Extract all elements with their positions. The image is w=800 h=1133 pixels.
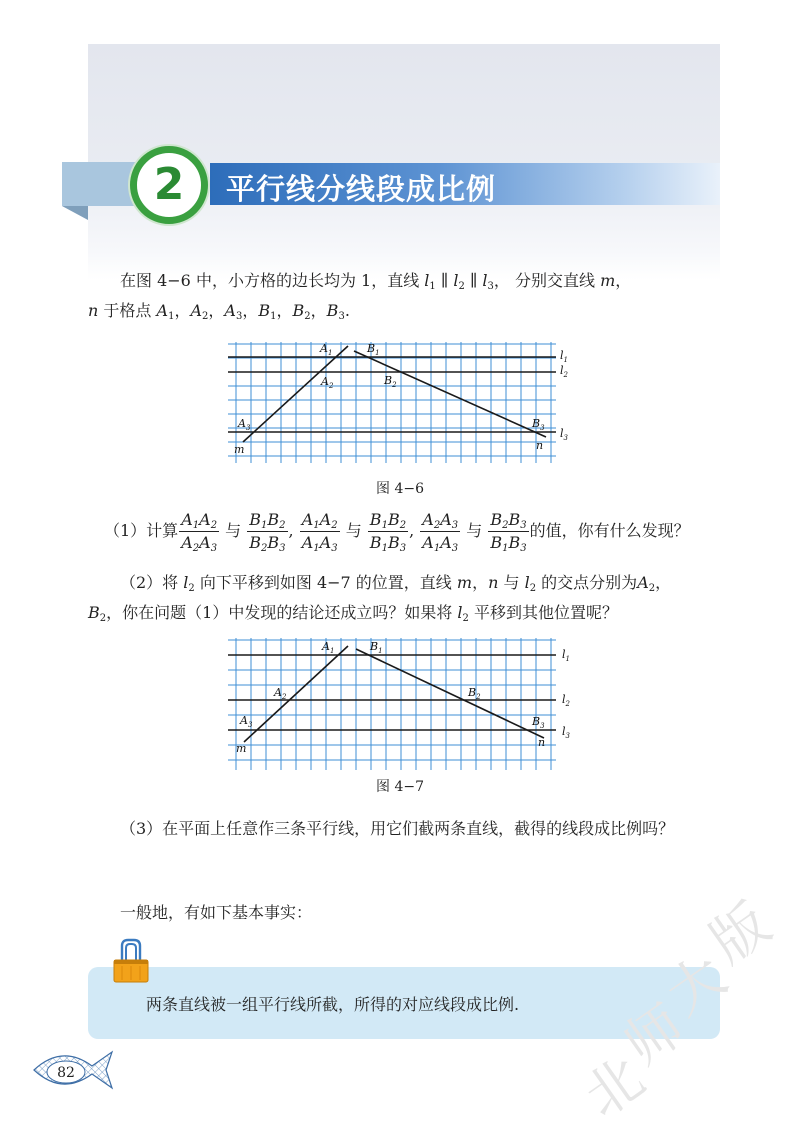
question-1: （1）计算 $\frac{A_1A_2}{A_2A_3}$ 与 $\frac{B_1B_2}{B_2B_3}$ , $\frac{A_1A_2}{A_1A_3}$ 与 $\frac{B_1B_2}{B_1B_3}$ , $\frac{A_2A_3}{A_1A_3}$ 与 $\frac{B_2B_3}{B_1B_3}$ 的值，你有什么发现？ [104,510,690,554]
label-l1: $l_1$ [560,349,568,364]
fraction: $\frac{A_1A_2}{A_2A_3}$ [181,510,218,554]
question-3: （3）在平面上任意作三条平行线，用它们截两条直线，截得的线段成比例吗？ [120,819,675,838]
figure-4-6 [226,336,586,470]
binder-clip-icon [110,938,152,988]
label-b2: $B_2$ [384,374,397,389]
label-n: n [538,736,546,749]
label-l2: $l_2$ [562,693,570,708]
figure-4-7 [226,634,586,778]
fraction: $\frac{B_1B_2}{B_1B_3}$ [369,510,407,554]
label-b3: $B_3$ [532,715,545,730]
label-b1: $B_1$ [370,640,383,655]
figure-4-7-diagram [226,634,586,774]
label-a3: $A_3$ [238,417,251,432]
label-a1: $A_1$ [320,342,333,357]
intro-paragraph: 在图 4−6 中，小方格的边长均为 1，直线 $l_1$ ∥ $l_2$ ∥ $l_3$， 分别交直线 m， n 于格点 $A_1$，$A_2$，$A_3$，$B_1$，$B_2$，$B_3$. [88,271,632,322]
label-l1: $l_1$ [562,648,570,663]
label-l3: $l_3$ [560,427,568,442]
grid [228,638,556,770]
fish-page-number-icon [28,1040,118,1094]
label-a2: $A_2$ [274,686,287,701]
section-number-badge [130,146,208,224]
label-b1: $B_1$ [367,342,380,357]
label-l2: $l_2$ [560,364,568,379]
fraction: $\frac{B_1B_2}{B_2B_3}$ [249,510,286,554]
label-m: m [236,742,247,755]
publisher-watermark: 版 大 师 北 [573,891,783,1131]
fraction: $\frac{A_2A_3}{A_1A_3}$ [422,510,459,554]
question-2: （2）将 $l_2$ 向下平移到如图 4−7 的位置，直线 m，n 与 $l_2$ 的交点分别为$A_2$， $B_2$，你在问题（1）中发现的结论还成立吗？如果将 $l_2$ 平移到其他位置呢？ [88,573,672,624]
label-b2: $B_2$ [468,686,481,701]
section-number: 2 [153,159,185,210]
page-number: 82 [57,1065,75,1081]
label-b3: $B_3$ [532,417,545,432]
figure-4-6-diagram [226,336,586,466]
label-a2: $A_2$ [321,375,334,390]
label-n: n [536,439,544,452]
fraction: $\frac{B_2B_3}{B_1B_3}$ [490,510,527,554]
section-title: 平行线分线段成比例 [226,172,497,206]
banner-fold [62,206,88,220]
grid [228,342,556,463]
figure-4-7-caption: 图 4−7 [376,779,424,795]
fraction: $\frac{A_1A_2}{A_1A_3}$ [301,510,338,554]
general-statement: 一般地，有如下基本事实： [120,903,313,922]
transversals [244,646,544,742]
label-m: m [234,443,245,456]
figure-4-6-caption: 图 4−6 [376,481,424,497]
page-number-badge [28,1040,118,1098]
label-a3: $A_3$ [240,714,253,729]
label-l3: $l_3$ [562,725,570,740]
basic-fact-text: 两条直线被一组平行线所截，所得的对应线段成比例. [146,995,520,1014]
label-a1: $A_1$ [322,640,335,655]
